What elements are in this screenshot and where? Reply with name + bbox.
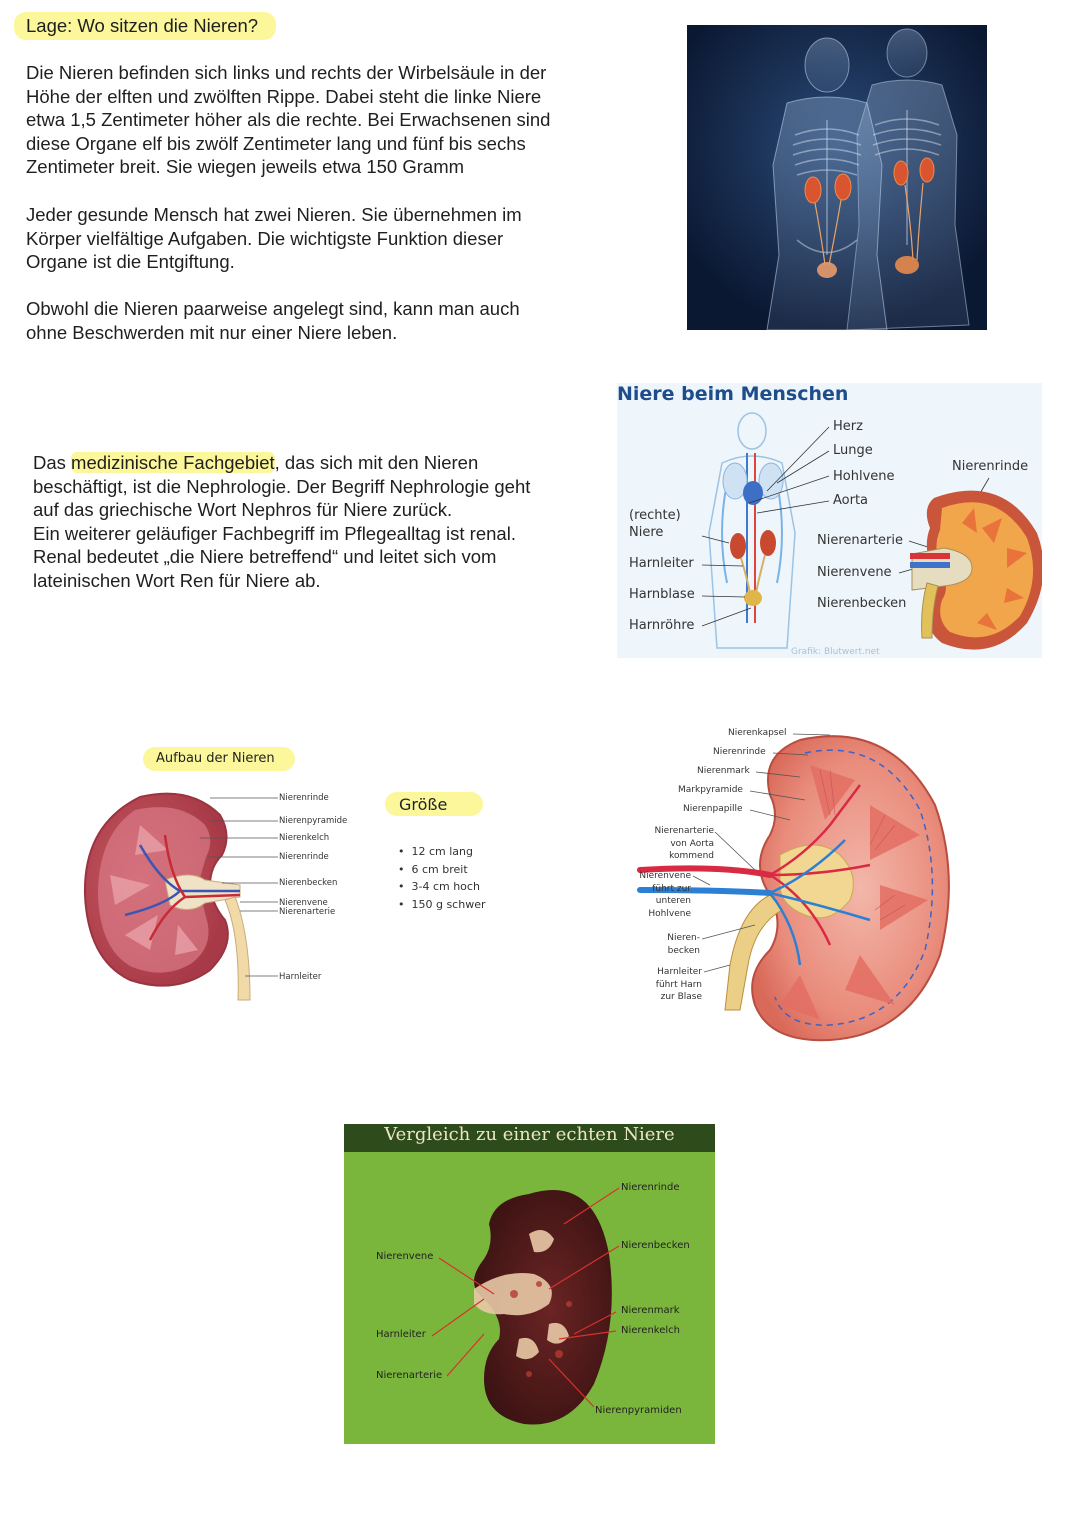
text-line: kommend [669, 851, 714, 861]
text-line: Obwohl die Nieren paarweise angelegt sind, kann man auch [26, 298, 520, 319]
cross-label-papille: Nierenpapille [683, 804, 743, 814]
body-xray-image [687, 25, 987, 330]
text-line: Nierenarterie [654, 826, 714, 836]
label-nierenbecken: Nierenbecken [817, 596, 907, 611]
text-line: Organe ist die Entgiftung. [26, 251, 235, 273]
aufbau-label: Nierenvene [279, 898, 328, 908]
aufbau-label: Nierenpyramide [279, 816, 348, 826]
real-kidney-title: Vergleich zu einer echten Niere [384, 1124, 675, 1145]
text-line: führt Harn [655, 979, 702, 990]
text-line: Körper vielfältige Aufgaben. Die wichtigste Funktion dieser [26, 227, 504, 249]
groesse-title: Größe [399, 795, 448, 814]
aufbau-label: Nierenrinde [279, 852, 329, 862]
text-line: unteren [655, 896, 691, 906]
text-line: becken [667, 945, 700, 956]
text-line: diese Organe elf bis zwölf Zentimeter lang und fünf bis sechs [26, 132, 526, 154]
label-harnblase: Harnblase [629, 587, 695, 602]
real-label-rinde: Nierenrinde [621, 1182, 680, 1193]
cross-label-mark: Nierenmark [697, 766, 750, 776]
figure-kidney-cross-section [630, 725, 960, 1047]
figure-kidney-structure [80, 785, 370, 1010]
text-line: Nieren- [667, 933, 700, 943]
section-heading: Lage: Wo sitzen die Nieren? [26, 15, 259, 36]
aufbau-label: Harnleiter [279, 972, 322, 982]
text-line: von Aorta [670, 838, 714, 849]
cross-label-becken [660, 932, 700, 957]
label-hohlvene: Hohlvene [833, 469, 895, 484]
figure-title: Niere beim Menschen [617, 383, 849, 405]
list-item: • 150 g schwer [398, 897, 486, 911]
text-line: ohne Beschwerden mit nur einer Niere leben. [26, 321, 398, 343]
label-herz: Herz [833, 419, 863, 434]
aufbau-label: Nierenarterie [279, 907, 336, 917]
cross-label-kapsel: Nierenkapsel [728, 728, 787, 738]
label-harnleiter: Harnleiter [629, 556, 694, 571]
label-harnroehre: Harnröhre [629, 618, 695, 633]
text-line: Nierenvene [639, 871, 691, 881]
groesse-list [398, 843, 486, 913]
text-segment: Das [33, 452, 72, 473]
text-line: Jeder gesunde Mensch hat zwei Nieren. Sie übernehmen im [26, 204, 522, 225]
label-nierenvene: Nierenvene [817, 565, 892, 580]
text-line: Harnleiter [657, 967, 702, 977]
figure-credit: Grafik: Blutwert.net [791, 647, 880, 657]
figure-kidney-human [617, 383, 1042, 658]
real-label-arterie: Nierenarterie [376, 1370, 443, 1381]
label-niere: Niere [629, 525, 664, 540]
text-line: beschäftigt, ist die Nephrologie. Der Begriff Nephrologie geht [33, 475, 531, 497]
aufbau-title: Aufbau der Nieren [156, 751, 275, 766]
paragraph-function [26, 203, 522, 274]
text-line: auf das griechische Wort Nephros für Niere zurück. [33, 499, 453, 521]
paragraph-single-kidney [26, 297, 520, 344]
text-line: führt zur [652, 883, 691, 894]
real-label-harnleiter: Harnleiter [376, 1329, 426, 1340]
highlighted-term: medizinische Fachgebiet [71, 452, 275, 473]
cross-label-harnleiter [646, 966, 702, 1004]
text-line: Hohlvene [648, 908, 691, 919]
real-label-vene: Nierenvene [376, 1251, 434, 1262]
text-line: Ein weiterer geläufiger Fachbegriff im Pflegealltag ist renal. [33, 522, 516, 544]
text-line [33, 451, 530, 475]
real-label-pyramiden: Nierenpyramiden [595, 1405, 682, 1416]
text-line: Die Nieren befinden sich links und rechts der Wirbelsäule in der [26, 62, 547, 83]
text-line: Zentimeter breit. Sie wiegen jeweils etwa 150 Gramm [26, 156, 465, 178]
real-label-becken: Nierenbecken [621, 1240, 690, 1251]
list-item: • 3-4 cm hoch [398, 880, 480, 893]
label-lunge: Lunge [833, 443, 873, 458]
aufbau-label: Nierenrinde [279, 793, 329, 803]
text-line: etwa 1,5 Zentimeter höher als die rechte. Bei Erwachsenen sind [26, 109, 551, 131]
list-item: • 12 cm lang [398, 845, 473, 858]
paragraph-location [26, 61, 550, 179]
cross-label-arterie [650, 825, 714, 863]
label-nierenrinde: Nierenrinde [952, 459, 1029, 474]
label-rechte: (rechte) [629, 508, 681, 523]
text-line: lateinischen Wort Ren für Niere ab. [33, 569, 321, 591]
text-segment: , das sich mit den Nieren [274, 452, 479, 473]
text-line: Höhe der elften und zwölften Rippe. Dabei steht die linke Niere [26, 85, 542, 107]
paragraph-nephrology [33, 451, 530, 593]
aufbau-label: Nierenbecken [279, 878, 338, 888]
label-aorta: Aorta [833, 493, 869, 508]
figure-real-kidney [344, 1124, 715, 1444]
cross-label-rinde: Nierenrinde [713, 747, 766, 757]
real-label-mark: Nierenmark [621, 1305, 680, 1316]
aufbau-label: Nierenkelch [279, 833, 330, 843]
cross-label-vene [634, 870, 691, 920]
text-line: Renal bedeutet „die Niere betreffend“ und leitet sich vom [33, 546, 497, 568]
real-label-kelch: Nierenkelch [621, 1325, 680, 1336]
text-line: zur Blase [660, 992, 702, 1002]
label-nierenarterie: Nierenarterie [817, 533, 903, 548]
list-item: • 6 cm breit [398, 862, 468, 876]
cross-label-markpyramide: Markpyramide [678, 785, 743, 795]
